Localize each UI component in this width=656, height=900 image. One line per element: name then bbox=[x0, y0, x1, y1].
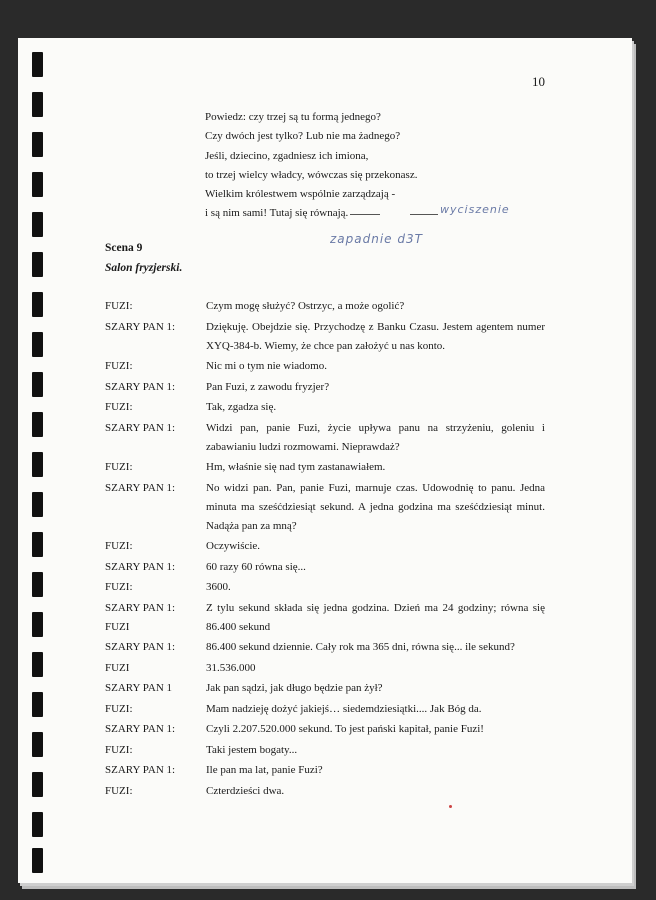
line-text bbox=[206, 618, 545, 637]
line-text: 60 razy 60 równa się... bbox=[206, 560, 306, 573]
dialogue-line bbox=[105, 761, 545, 780]
line-text: No widzi pan. Pan, panie Fuzi, marnuje czas. Udowodnię to panu. Jedna minuta ma sześćdziesiąt sekund. A jedna godzina ma sześćdziesiąt minut. Nadąża pan za mną? bbox=[206, 481, 545, 532]
binding-ring bbox=[32, 572, 43, 597]
line-text: 86.400 sekund dziennie. Cały rok ma 365 dni, równa się... ile sekund? bbox=[206, 641, 515, 653]
speaker-name: FUZI bbox=[105, 661, 130, 674]
poem-line: to trzej wielcy władcy, wówczas się przekonasz. bbox=[205, 168, 418, 181]
speaker-name: SZARY PAN 1: bbox=[105, 764, 176, 776]
handwritten-note: wyciszenie bbox=[440, 203, 510, 216]
binding-ring bbox=[32, 532, 43, 557]
dialogue-line bbox=[105, 638, 545, 657]
line-text: Czym mogę służyć? Ostrzyc, a może ogolić? bbox=[206, 300, 405, 312]
speaker-name: FUZI: bbox=[105, 581, 133, 593]
line-text: Widzi pan, panie Fuzi, życie upływa panu na strzyżeniu, goleniu i zabawianiu ludzi rozmowami. Nieprawdaż? bbox=[206, 421, 545, 453]
line-text: Ile pan ma lat, panie Fuzi? bbox=[206, 764, 323, 776]
handwritten-underline bbox=[350, 214, 380, 215]
poem-line: i są nim sami! Tutaj się równają. bbox=[205, 207, 349, 220]
line-text: Nic mi o tym nie wiadomo. bbox=[206, 360, 327, 372]
dialogue-line bbox=[105, 700, 545, 719]
speaker-name: SZARY PAN 1 bbox=[105, 682, 173, 694]
dialogue-line bbox=[105, 618, 545, 637]
binding-ring bbox=[32, 92, 43, 117]
line-text: Hm, właśnie się nad tym zastanawiałem. bbox=[206, 461, 386, 473]
line-text: Mam nadzieję dożyć jakiejś… siedemdziesiątki.... Jak Bóg da. bbox=[206, 702, 482, 715]
page-number: 10 bbox=[532, 74, 545, 89]
speaker-name: FUZI: bbox=[105, 401, 133, 413]
ink-dot bbox=[449, 805, 452, 808]
dialogue-line bbox=[105, 458, 545, 477]
dialogue-line bbox=[105, 479, 545, 536]
dialogue-line bbox=[105, 297, 545, 316]
poem-line: Czy dwóch jest tylko? Lub nie ma żadnego? bbox=[205, 130, 401, 143]
line-text: Tak, zgadza się. bbox=[206, 401, 277, 413]
binding-ring bbox=[32, 332, 43, 357]
speaker-name: FUZI: bbox=[105, 461, 133, 473]
spiral-binding bbox=[22, 40, 52, 880]
binding-ring bbox=[32, 732, 43, 757]
dialogue-line bbox=[105, 419, 545, 457]
dialogue-line bbox=[105, 558, 545, 577]
speaker-name: FUZI: bbox=[105, 360, 133, 372]
line-text: Czyli 2.207.520.000 sekund. To jest pański kapitał, panie Fuzi! bbox=[206, 723, 484, 735]
binding-ring bbox=[32, 292, 43, 317]
poem-line: Wielkim królestwem wspólnie zarządzają - bbox=[205, 188, 396, 201]
binding-ring bbox=[32, 652, 43, 677]
binding-ring bbox=[32, 848, 43, 873]
dialogue-line bbox=[105, 720, 545, 739]
dialogue-line bbox=[105, 537, 545, 556]
line-text: 3600. bbox=[206, 581, 231, 593]
binding-ring bbox=[32, 452, 43, 477]
speaker-name: SZARY PAN 1: bbox=[105, 601, 176, 614]
speaker-name: FUZI: bbox=[105, 300, 133, 312]
dialogue-line bbox=[105, 782, 545, 801]
line-text: Jak pan sądzi, jak długo będzie pan żył? bbox=[206, 682, 383, 694]
line-text: Czterdzieści dwa. bbox=[206, 784, 285, 797]
speaker-name: FUZI: bbox=[105, 702, 133, 715]
binding-ring bbox=[32, 612, 43, 637]
line-text: Taki jestem bogaty... bbox=[206, 743, 298, 756]
binding-ring bbox=[32, 812, 43, 837]
handwritten-underline bbox=[410, 214, 438, 215]
speaker-name: SZARY PAN 1: bbox=[105, 481, 176, 494]
dialogue-block bbox=[105, 297, 545, 802]
speaker-name: SZARY PAN 1: bbox=[105, 320, 176, 333]
poem-verse bbox=[205, 108, 417, 224]
speaker-name: FUZI: bbox=[105, 784, 133, 797]
speaker-name: SZARY PAN 1: bbox=[105, 560, 176, 573]
binding-ring bbox=[32, 212, 43, 237]
scene-subtitle: Salon fryzjerski. bbox=[105, 262, 183, 274]
binding-ring bbox=[32, 132, 43, 157]
speaker-name: SZARY PAN 1: bbox=[105, 421, 176, 434]
binding-ring bbox=[32, 692, 43, 717]
speaker-name: SZARY PAN 1: bbox=[105, 641, 176, 653]
speaker-name: FUZI bbox=[105, 620, 130, 633]
dialogue-line bbox=[105, 659, 545, 678]
speaker-name: SZARY PAN 1: bbox=[105, 380, 176, 393]
binding-ring bbox=[32, 492, 43, 517]
dialogue-line bbox=[105, 398, 545, 417]
binding-ring bbox=[32, 52, 43, 77]
poem-line: Powiedz: czy trzej są tu formą jednego? bbox=[205, 111, 381, 123]
dialogue-line bbox=[105, 318, 545, 356]
handwritten-note: zapadnie d3T bbox=[330, 232, 423, 246]
line-text: Pan Fuzi, z zawodu fryzjer? bbox=[206, 380, 330, 393]
dialogue-line bbox=[105, 741, 545, 760]
binding-ring bbox=[32, 772, 43, 797]
dialogue-line bbox=[105, 679, 545, 698]
binding-ring bbox=[32, 372, 43, 397]
dialogue-line bbox=[105, 357, 545, 376]
line-text: Oczywiście. bbox=[206, 540, 261, 552]
dialogue-line bbox=[105, 578, 545, 597]
line-text: Dziękuję. Obejdzie się. Przychodzę z Banku Czasu. Jestem agentem numer XYQ-384-b. Wiemy, że chce pan założyć u nas konto. bbox=[206, 320, 545, 352]
line-text: Z tylu sekund składa się jedna godzina. Dzień ma 24 godziny; równa się 86.400 sekund bbox=[206, 601, 545, 633]
speaker-name: SZARY PAN 1: bbox=[105, 723, 176, 735]
poem-line: Jeśli, dziecino, zgadniesz ich imiona, bbox=[205, 149, 369, 162]
binding-ring bbox=[32, 172, 43, 197]
line-text: 31.536.000 bbox=[206, 661, 256, 674]
speaker-name: FUZI: bbox=[105, 540, 133, 552]
speaker-name: FUZI: bbox=[105, 743, 133, 756]
binding-ring bbox=[32, 252, 43, 277]
dialogue-line bbox=[105, 378, 545, 397]
binding-ring bbox=[32, 412, 43, 437]
scene-title: Scena 9 bbox=[105, 242, 143, 254]
